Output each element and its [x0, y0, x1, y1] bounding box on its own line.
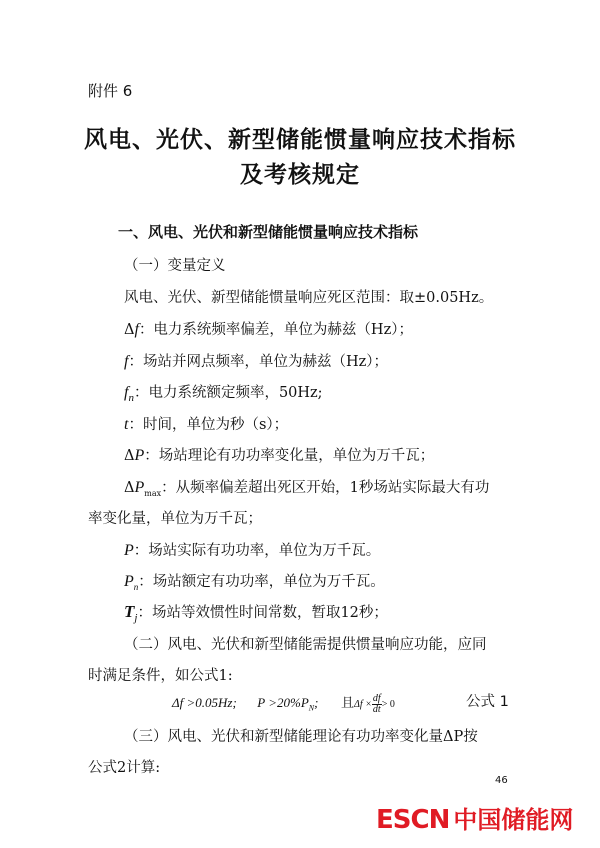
fraction-df-dt: $\frac{df}{dt}$	[372, 692, 381, 715]
def-fn: $f_n$：电力系统额定频率，50Hz;	[124, 384, 323, 404]
document-title-line1: 风电、光伏、新型储能惯量响应技术指标	[84, 127, 516, 153]
subsection-power-calc: （三）风电、光伏和新型储能理论有功功率变化量ΔP按	[124, 729, 478, 745]
document-title-line2: 及考核规定	[240, 162, 360, 188]
def-delta-p-max: $\Delta P_{max}$：从频率偏差超出死区开始，1秒场站实际最大有功	[124, 479, 490, 498]
formula-1-part1: Δf >0.05Hz;	[172, 695, 237, 710]
def-tj: $T_j$：场站等效惯性时间常数，暂取12秒；	[124, 602, 388, 624]
escn-logo: ESCN 中国储能网	[376, 805, 574, 835]
def-t: t：时间，单位为秒（s）；	[124, 416, 289, 433]
deadband-text: 风电、光伏、新型储能惯量响应死区范围：取±0.05Hz。	[124, 290, 494, 306]
section-heading: 一、风电、光伏和新型储能惯量响应技术指标	[118, 223, 419, 241]
attachment-label: 附件 6	[88, 82, 133, 100]
subsection-inertia-condition-cont: 时满足条件，如公式1:	[88, 668, 233, 684]
subsection-inertia-condition: （二）风电、光伏和新型储能需提供惯量响应功能，应同	[124, 637, 487, 653]
page-number: 46	[495, 775, 508, 786]
def-f: f：场站并网点频率，单位为赫兹（Hz）；	[124, 353, 388, 370]
formula-1	[172, 692, 395, 715]
formula-1-part3: 且Δf × $\frac{df}{dt}$ > 0	[340, 692, 395, 715]
formula-1-label: 公式 1	[466, 694, 509, 710]
def-delta-p-max-cont: 率变化量，单位为万千瓦；	[88, 511, 262, 527]
def-delta-f: Δf：电力系统频率偏差，单位为赫兹（Hz）；	[124, 321, 413, 338]
def-delta-p: ΔP：场站理论有功功率变化量，单位为万千瓦；	[124, 447, 435, 464]
subsection-variable-definition: （一）变量定义	[124, 258, 226, 274]
formula-1-part2: $P >20\%P_N$;	[257, 695, 319, 713]
subsection-power-calc-cont: 公式2计算:	[88, 760, 161, 776]
def-pn: $P_n$：场站额定有功功率，单位为万千瓦。	[124, 573, 385, 592]
def-p: P：场站实际有功功率，单位为万千瓦。	[124, 542, 381, 559]
